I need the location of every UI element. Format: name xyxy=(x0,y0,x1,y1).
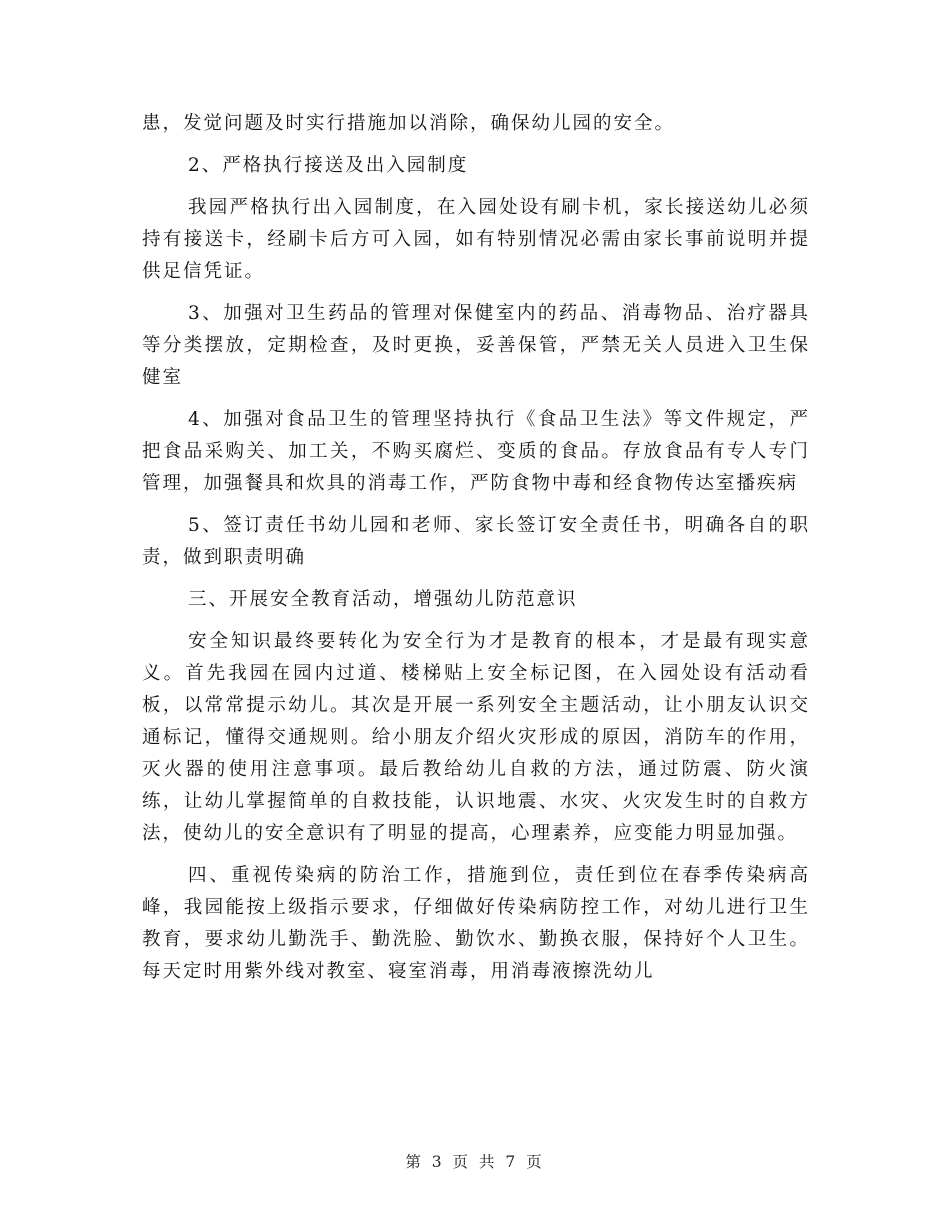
paragraph-heading-pickup-system: 2、严格执行接送及出入园制度 xyxy=(188,155,469,176)
paragraph: 四、重视传染病的防治工作，措施到位，责任到位在春季传染病高峰，我园能按上级指示要求，仔细做好传染病防控工作，对幼儿进行卫生教育，要求幼儿勤洗手、勤洗脸、勤饮水、勤换衣服，保持好个人卫生。每天定时用紫外线对教室、寝室消毒，用消毒液擦洗幼儿 xyxy=(142,865,810,982)
paragraph: 安全知识最终要转化为安全行为才是教育的根本，才是最有现实意义。首先我园在园内过道、楼梯贴上安全标记图，在入园处设有活动看板，以常常提示幼儿。其次是开展一系列安全主题活动，让小朋友认识交通标记，懂得交通规则。给小朋友介绍火灾形成的原因，消防车的作用，灭火器的使用注意事项。最后教给幼儿自救的方法，通过防震、防火演练，让幼儿掌握简单的自救技能，认识地震、水灾、火灾发生时的自救方法，使幼儿的安全意识有了明显的提高，心理素养，应变能力明显加强。 xyxy=(142,631,810,844)
paragraph-continuation: 患，发觉问题及时实行措施加以消除，确保幼儿园的安全。 xyxy=(142,113,676,134)
paragraph: 3、加强对卫生药品的管理对保健室内的药品、消毒物品、治疗器具等分类摆放，定期检查，及时更换，妥善保管，严禁无关人员进入卫生保健室 xyxy=(142,303,810,388)
page-number-footer: 第 3 页 共 7 页 xyxy=(405,1153,545,1171)
paragraph: 4、加强对食品卫生的管理坚持执行《食品卫生法》等文件规定，严把食品采购关、加工关，不购买腐烂、变质的食品。存放食品有专人专门管理，加强餐具和炊具的消毒工作，严防食物中毒和经食物传达室播疾病 xyxy=(142,409,810,494)
paragraph: 我园严格执行出入园制度，在入园处设有刷卡机，家长接送幼儿必须持有接送卡，经刷卡后方可入园，如有特别情况必需由家长事前说明并提供足信凭证。 xyxy=(142,197,810,282)
paragraph-heading-safety-education: 三、开展安全教育活动，增强幼儿防范意识 xyxy=(188,589,578,610)
document-body xyxy=(142,108,810,998)
paragraph: 5、签订责任书幼儿园和老师、家长签订安全责任书，明确各自的职责，做到职责明确 xyxy=(142,515,810,568)
